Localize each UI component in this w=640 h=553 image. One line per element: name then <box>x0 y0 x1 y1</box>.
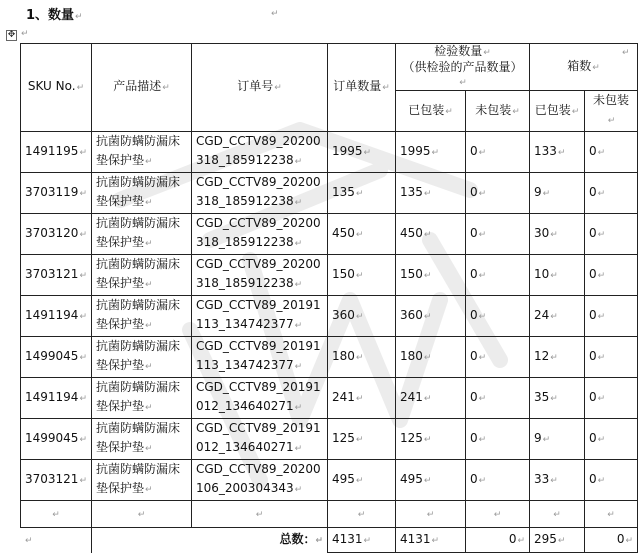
cell-unpacked: 0↵ <box>466 419 530 460</box>
cell-cartons-packed: 133↵ <box>530 132 585 173</box>
cell-order-number: CGD_CCTV89_20191 113_134742377↵ <box>192 296 328 337</box>
cell-description: 抗菌防螨防漏床 垫保护垫↵ <box>92 214 192 255</box>
cell-order-quantity: 241↵ <box>328 378 396 419</box>
cell-cartons-packed: 30↵ <box>530 214 585 255</box>
cell-cartons-packed: 24↵ <box>530 296 585 337</box>
paragraph-mark-icon: ↵ <box>21 29 29 39</box>
empty-row <box>21 501 638 528</box>
cell-order-quantity: 450↵ <box>328 214 396 255</box>
empty-cell: ↵ <box>21 501 92 528</box>
table-row <box>21 255 638 296</box>
total-order-quantity: 4131↵ <box>328 528 396 553</box>
cell-packed: 360↵ <box>396 296 466 337</box>
cell-packed: 241↵ <box>396 378 466 419</box>
cell-sku: 1491194↵ <box>21 296 92 337</box>
cell-order-number: CGD_CCTV89_20200 318_185912238↵ <box>192 132 328 173</box>
header-packed: 已包装↵ <box>396 91 466 132</box>
cell-cartons-unpacked: 0↵ <box>585 337 638 378</box>
cell-sku: 3703121↵ <box>21 460 92 501</box>
cell-sku: 1499045↵ <box>21 337 92 378</box>
header-order-quantity: 订单数量↵ <box>328 44 396 132</box>
empty-cell: ↵ <box>192 501 328 528</box>
table-row <box>21 214 638 255</box>
cell-cartons-unpacked: 0↵ <box>585 460 638 501</box>
cell-cartons-packed: 10↵ <box>530 255 585 296</box>
cell-unpacked: 0↵ <box>466 337 530 378</box>
cell-order-number: CGD_CCTV89_20191 113_134742377↵ <box>192 337 328 378</box>
empty-cell: ↵ <box>585 501 638 528</box>
cell-packed: 450↵ <box>396 214 466 255</box>
cell-unpacked: 0↵ <box>466 173 530 214</box>
cell-unpacked: 0↵ <box>466 132 530 173</box>
cell-description: 抗菌防螨防漏床 垫保护垫↵ <box>92 255 192 296</box>
cell-cartons-unpacked: 0↵ <box>585 296 638 337</box>
cell-description: 抗菌防螨防漏床 垫保护垫↵ <box>92 296 192 337</box>
cell-cartons-unpacked: 0↵ <box>585 255 638 296</box>
total-unpacked: 0↵ <box>466 528 530 553</box>
cell-sku: 1499045↵ <box>21 419 92 460</box>
cell-cartons-unpacked: 0↵ <box>585 378 638 419</box>
header-unpacked: 未包装↵ <box>466 91 530 132</box>
cell-order-quantity: 360↵ <box>328 296 396 337</box>
cell-cartons-unpacked: 0↵ <box>585 173 638 214</box>
total-cartons-unpacked: 0↵ <box>585 528 638 553</box>
table-row <box>21 173 638 214</box>
total-cartons-packed: 295↵ <box>530 528 585 553</box>
header-sku: SKU No.↵ <box>21 44 92 132</box>
cell-cartons-unpacked: 0↵ <box>585 419 638 460</box>
header-cartons: 箱数↵ <box>530 44 638 91</box>
cell-packed: 1995↵ <box>396 132 466 173</box>
empty-cell: ↵ <box>530 501 585 528</box>
cell-order-quantity: 135↵ <box>328 173 396 214</box>
header-order-number: 订单号↵ <box>192 44 328 132</box>
cell-unpacked: 0↵ <box>466 378 530 419</box>
cell-packed: 125↵ <box>396 419 466 460</box>
table-row <box>21 132 638 173</box>
cell-packed: 135↵ <box>396 173 466 214</box>
header-row <box>21 44 638 91</box>
cell-cartons-packed: 12↵ <box>530 337 585 378</box>
cell-cartons-packed: 9↵ <box>530 173 585 214</box>
totals-label: 总数：↵ <box>92 528 328 553</box>
table-move-handle-icon[interactable]: ✥ <box>7 30 16 40</box>
cell-order-quantity: 1995↵ <box>328 132 396 173</box>
cell-order-number: CGD_CCTV89_20200 318_185912238↵ <box>192 214 328 255</box>
cell-unpacked: 0↵ <box>466 296 530 337</box>
table-row <box>21 337 638 378</box>
cell-cartons-unpacked: 0↵ <box>585 214 638 255</box>
cell-description: 抗菌防螨防漏床 垫保护垫↵ <box>92 173 192 214</box>
cell-cartons-unpacked: 0↵ <box>585 132 638 173</box>
cell-order-number: CGD_CCTV89_20200 318_185912238↵ <box>192 173 328 214</box>
cell-description: 抗菌防螨防漏床 垫保护垫↵ <box>92 419 192 460</box>
empty-cell: ↵ <box>328 501 396 528</box>
cell-packed: 150↵ <box>396 255 466 296</box>
header-inspection-quantity: 检验数量↵ （供检验的产品数量）↵ <box>396 44 530 91</box>
table-row <box>21 378 638 419</box>
cell-order-number: CGD_CCTV89_20200 318_185912238↵ <box>192 255 328 296</box>
table-row <box>21 296 638 337</box>
cell-order-number: CGD_CCTV89_20200 106_200304343↵ <box>192 460 328 501</box>
empty-cell: ↵ <box>92 501 192 528</box>
cell-unpacked: 0↵ <box>466 214 530 255</box>
cell-order-quantity: 495↵ <box>328 460 396 501</box>
cell-description: 抗菌防螨防漏床 垫保护垫↵ <box>92 378 192 419</box>
blank-cell: ↵ <box>21 528 92 553</box>
section-heading: 1、数量↵ <box>26 8 83 23</box>
cell-order-quantity: 150↵ <box>328 255 396 296</box>
cell-unpacked: 0↵ <box>466 460 530 501</box>
table-row <box>21 419 638 460</box>
cell-sku: 3703119↵ <box>21 173 92 214</box>
row-end-mark-icon: ↵ <box>622 48 630 58</box>
cell-order-number: CGD_CCTV89_20191 012_134640271↵ <box>192 378 328 419</box>
cell-packed: 495↵ <box>396 460 466 501</box>
cell-cartons-packed: 33↵ <box>530 460 585 501</box>
cell-description: 抗菌防螨防漏床 垫保护垫↵ <box>92 460 192 501</box>
cell-description: 抗菌防螨防漏床 垫保护垫↵ <box>92 132 192 173</box>
cell-sku: 3703121↵ <box>21 255 92 296</box>
header-cartons-unpacked: 未包装↵ <box>585 91 638 132</box>
cell-cartons-packed: 35↵ <box>530 378 585 419</box>
cell-sku: 1491194↵ <box>21 378 92 419</box>
table-row <box>21 460 638 501</box>
cell-sku: 1491195↵ <box>21 132 92 173</box>
paragraph-mark-icon: ↵ <box>271 9 279 19</box>
cell-cartons-packed: 9↵ <box>530 419 585 460</box>
quantity-table <box>20 43 638 553</box>
total-packed: 4131↵ <box>396 528 466 553</box>
totals-row <box>21 528 638 553</box>
cell-description: 抗菌防螨防漏床 垫保护垫↵ <box>92 337 192 378</box>
empty-cell: ↵ <box>466 501 530 528</box>
cell-packed: 180↵ <box>396 337 466 378</box>
cell-unpacked: 0↵ <box>466 255 530 296</box>
header-description: 产品描述↵ <box>92 44 192 132</box>
cell-sku: 3703120↵ <box>21 214 92 255</box>
cell-order-quantity: 125↵ <box>328 419 396 460</box>
cell-order-number: CGD_CCTV89_20191 012_134640271↵ <box>192 419 328 460</box>
header-cartons-packed: 已包装↵ <box>530 91 585 132</box>
cell-order-quantity: 180↵ <box>328 337 396 378</box>
empty-cell: ↵ <box>396 501 466 528</box>
